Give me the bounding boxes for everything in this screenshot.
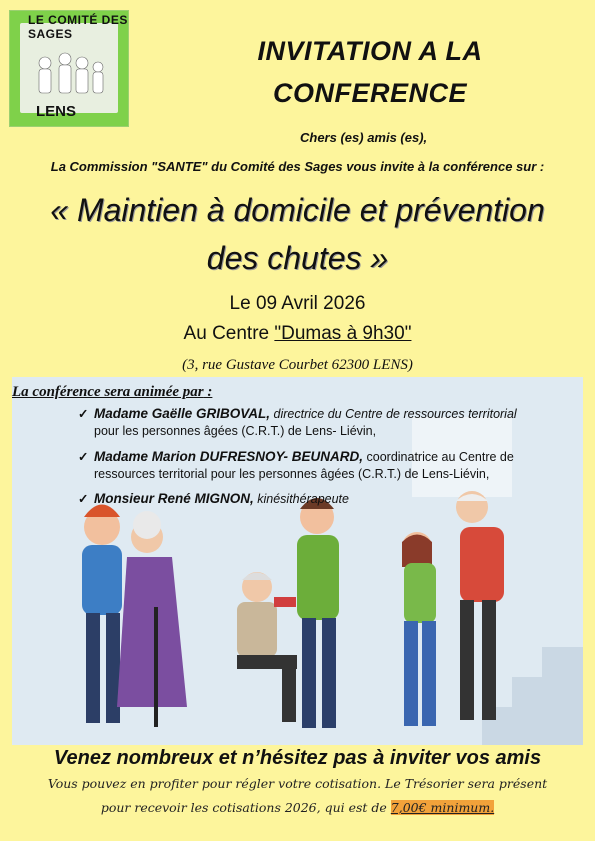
checkmark-icon: ✓ bbox=[78, 450, 89, 464]
cotisation-prefix: pour recevoir les cotisations 2026, qui est de bbox=[100, 800, 391, 815]
speakers-heading bbox=[12, 384, 212, 401]
event-address: (3, rue Gustave Courbet 62300 LENS) bbox=[182, 357, 413, 373]
checkmark-icon: ✓ bbox=[78, 492, 89, 506]
speaker-item bbox=[78, 490, 578, 508]
cotisation-line-2 bbox=[0, 800, 595, 815]
call-to-action: Venez nombreux et n’hésitez pas à inviter vos amis bbox=[53, 747, 542, 769]
speaker-item bbox=[78, 448, 578, 483]
speakers-heading-colon: : bbox=[203, 384, 213, 400]
title-line-2: CONFERENCE bbox=[272, 78, 467, 108]
venue-prefix: Au Centre bbox=[183, 323, 275, 344]
venue-name: "Dumas à 9h30" bbox=[274, 323, 412, 344]
speaker-name: Madame Marion DUFRESNOY- BEUNARD, bbox=[94, 449, 364, 464]
topic-line-1: « Maintien à domicile et prévention bbox=[50, 192, 545, 228]
speaker-role: directrice du Centre de ressources territorial bbox=[270, 407, 517, 421]
title-line-1: INVITATION A LA bbox=[257, 36, 483, 66]
cotisation-line-1: Vous pouvez en profiter pour régler votre cotisation. Le Trésorier sera présent bbox=[47, 776, 548, 791]
logo bbox=[9, 10, 129, 127]
greeting: Chers (es) amis (es), bbox=[300, 130, 428, 145]
event-venue bbox=[0, 323, 595, 345]
speaker-role-cont: ressources territorial pour les personnes âgées (C.R.T.) de Lens-Liévin, bbox=[94, 467, 490, 481]
logo-arc-text: LE COMITÉ DES SAGES bbox=[28, 13, 128, 41]
speaker-name: Madame Gaëlle GRIBOVAL, bbox=[94, 406, 271, 421]
cotisation-amount: 7,00€ minimum. bbox=[390, 800, 495, 815]
speaker-role-cont: pour les personnes âgées (C.R.T.) de Lens- Liévin, bbox=[94, 424, 377, 438]
speaker-role: kinésithérapeute bbox=[253, 492, 349, 506]
event-date: Le 09 Avril 2026 bbox=[229, 293, 366, 314]
checkmark-icon: ✓ bbox=[78, 407, 89, 421]
topic-line-2: des chutes » bbox=[206, 240, 389, 276]
commission-text: La Commission "SANTE" du Comité des Sages vous invite à la conférence sur : bbox=[50, 159, 545, 174]
speaker-name: Monsieur René MIGNON, bbox=[94, 491, 254, 506]
logo-bottom-text: LENS bbox=[36, 103, 77, 120]
speaker-role: coordinatrice au Centre de bbox=[363, 450, 514, 464]
speakers-heading-text: La conférence sera animée par bbox=[12, 384, 204, 400]
speaker-item bbox=[78, 405, 578, 440]
